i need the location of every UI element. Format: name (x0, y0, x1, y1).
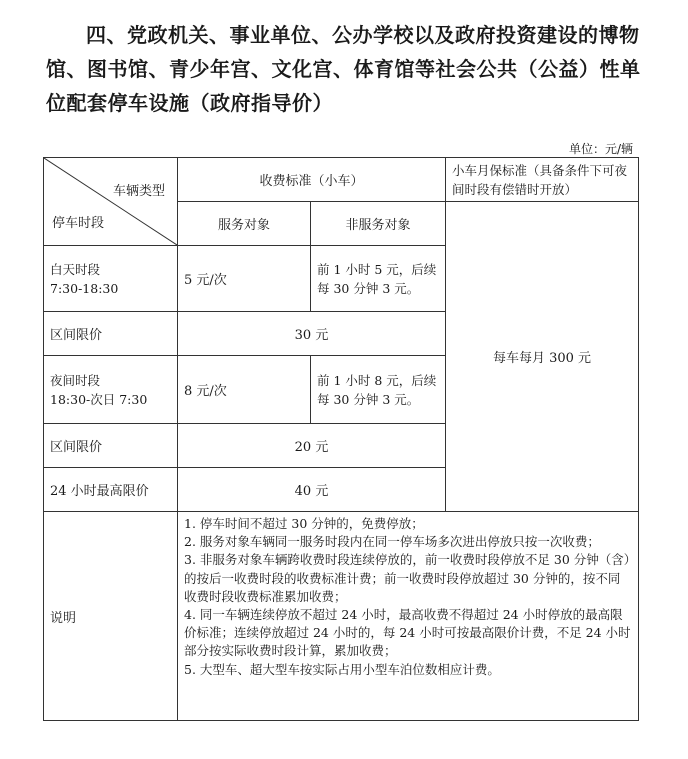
day-period-time: 7:30-18:30 (50, 280, 119, 296)
night-period-cell (44, 356, 178, 424)
note-item: 5. 大型车、超大型车按实际占用小型车泊位数相应计费。 (184, 661, 500, 677)
night-period-name: 夜间时段 (50, 372, 101, 388)
notes-label: 说明 (44, 512, 178, 721)
night-cap-value: 20 元 (178, 424, 446, 468)
day-cap-value: 30 元 (178, 312, 446, 356)
monthly-fee-value: 每车每月 300 元 (446, 202, 639, 512)
night-cap-label: 区间限价 (44, 424, 178, 468)
night-non-service-fee: 前 1 小时 8 元，后续每 30 分钟 3 元。 (311, 356, 446, 424)
diagonal-divider (44, 158, 177, 245)
day-cap-label: 区间限价 (44, 312, 178, 356)
monthly-standard-header: 小车月保标准（具备条件下可夜间时段有偿错时开放） (446, 158, 639, 202)
unit-label: 单位：元/辆 (568, 142, 633, 156)
night-service-fee: 8 元/次 (178, 356, 311, 424)
daily-cap-label: 24 小时最高限价 (44, 468, 178, 512)
note-item: 3. 非服务对象车辆跨收费时段连续停放的，前一收费时段停放不足 30 分钟（含）的按后一收费时段的收费标准计费；前一收费时段停放超过 30 分钟的，按不同收费时段收费标准累加收费； (184, 552, 631, 604)
day-period-cell (44, 246, 178, 312)
service-target-header: 服务对象 (178, 202, 311, 246)
parking-period-label: 停车时段 (52, 216, 105, 231)
document-heading: 四、党政机关、事业单位、公办学校以及政府投资建设的博物馆、图书馆、青少年宫、文化宫、体育馆等社会公共（公益）性单位配套停车设施（政府指导价） (46, 23, 641, 115)
note-item: 4. 同一车辆连续停放不超过 24 小时，最高收费不得超过 24 小时停放的最高限价标准；连续停放超过 24 小时的，每 24 小时可按最高限价计费，不足 24 小时部分按实际收费时段计算，累加收费； (184, 607, 631, 659)
non-service-target-header: 非服务对象 (311, 202, 446, 246)
note-item: 2. 服务对象车辆同一服务时段内在同一停车场多次进出停放只按一次收费； (184, 534, 600, 550)
notes-cell (178, 512, 639, 721)
parking-fee-table (43, 157, 639, 721)
day-non-service-fee: 前 1 小时 5 元，后续每 30 分钟 3 元。 (311, 246, 446, 312)
table-corner-cell (44, 158, 178, 246)
fee-standard-header: 收费标准（小车） (178, 158, 446, 202)
note-item: 1. 停车时间不超过 30 分钟的，免费停放； (184, 516, 424, 531)
vehicle-type-label: 车辆类型 (112, 184, 165, 199)
day-period-name: 白天时段 (50, 261, 101, 277)
night-period-time: 18:30-次日 7:30 (50, 391, 148, 407)
day-service-fee: 5 元/次 (178, 246, 311, 312)
daily-cap-value: 40 元 (178, 468, 446, 512)
